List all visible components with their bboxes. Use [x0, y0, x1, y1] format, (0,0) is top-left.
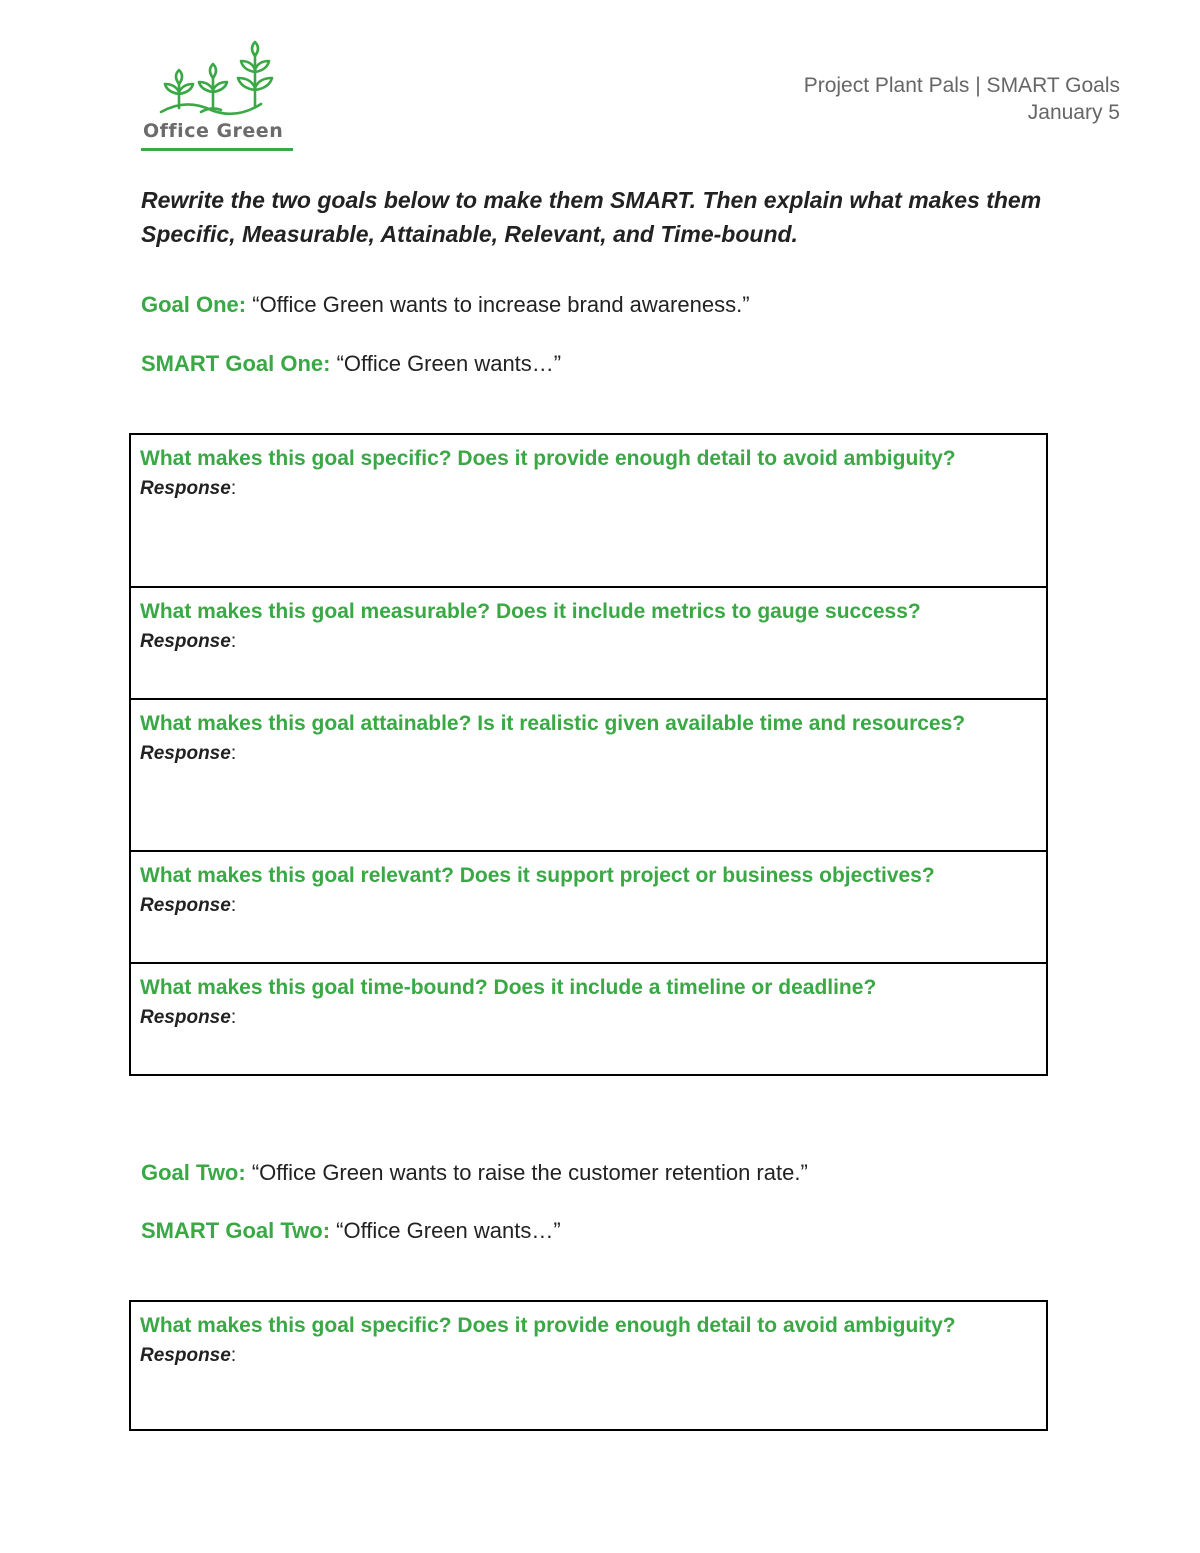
- logo-underline: [141, 148, 293, 151]
- response-field[interactable]: Response:: [140, 1345, 237, 1366]
- question-cell-attainable: [131, 700, 1046, 852]
- question-text: What makes this goal time-bound? Does it include a timeline or deadline?: [140, 976, 877, 999]
- response-field[interactable]: Response:: [140, 478, 237, 499]
- document-date: January 5: [1027, 101, 1120, 124]
- response-label: Response: [140, 1345, 231, 1366]
- logo-text: Office Green: [143, 120, 284, 142]
- question-cell-specific: [131, 435, 1046, 588]
- question-cell-measurable: [131, 588, 1046, 700]
- document-header: [804, 72, 1120, 126]
- response-field[interactable]: Response:: [140, 895, 237, 916]
- question-text: What makes this goal specific? Does it provide enough detail to avoid ambiguity?: [140, 447, 956, 470]
- question-text: What makes this goal measurable? Does it include metrics to gauge success?: [140, 600, 921, 623]
- goal-one-label: Goal One:: [141, 292, 247, 317]
- response-label: Response: [140, 478, 231, 499]
- goal-two: [141, 1159, 808, 1187]
- question-cell-relevant: [131, 852, 1046, 964]
- goal-two-label: Goal Two:: [141, 1160, 246, 1185]
- goal-one-text: “Office Green wants to increase brand awareness.”: [246, 292, 750, 317]
- smart-goal-two-text: “Office Green wants…”: [330, 1218, 561, 1243]
- response-label: Response: [140, 1007, 231, 1028]
- project-title: Project Plant Pals | SMART Goals: [803, 74, 1120, 97]
- question-cell-specific: [131, 1302, 1046, 1429]
- question-text: What makes this goal specific? Does it provide enough detail to avoid ambiguity?: [140, 1314, 956, 1337]
- goal-two-questions-table: [129, 1300, 1048, 1431]
- response-field[interactable]: Response:: [140, 743, 237, 764]
- smart-goal-one-text: “Office Green wants…”: [330, 351, 562, 376]
- question-cell-time-bound: [131, 964, 1046, 1074]
- goal-one: [141, 291, 750, 319]
- goal-two-text: “Office Green wants to raise the customer retention rate.”: [245, 1160, 808, 1185]
- question-text: What makes this goal attainable? Is it realistic given available time and resources?: [140, 712, 966, 735]
- smart-goal-two: [141, 1217, 561, 1245]
- goal-one-questions-table: [129, 433, 1048, 1076]
- response-field[interactable]: Response:: [140, 631, 237, 652]
- smart-goal-two-label: SMART Goal Two:: [141, 1218, 331, 1243]
- response-field[interactable]: Response:: [140, 1007, 237, 1028]
- response-label: Response: [140, 631, 231, 652]
- response-label: Response: [140, 895, 231, 916]
- office-green-logo: [141, 40, 293, 152]
- sprouting-plants-icon: [141, 40, 293, 120]
- smart-goal-one-label: SMART Goal One:: [141, 351, 331, 376]
- smart-goal-one: [141, 350, 561, 378]
- question-text: What makes this goal relevant? Does it support project or business objectives?: [140, 864, 935, 887]
- instructions: Rewrite the two goals below to make them SMART. Then explain what makes them Specific, Measurable, Attainable, Relevant, and Time-bound.: [141, 187, 1042, 247]
- response-label: Response: [140, 743, 231, 764]
